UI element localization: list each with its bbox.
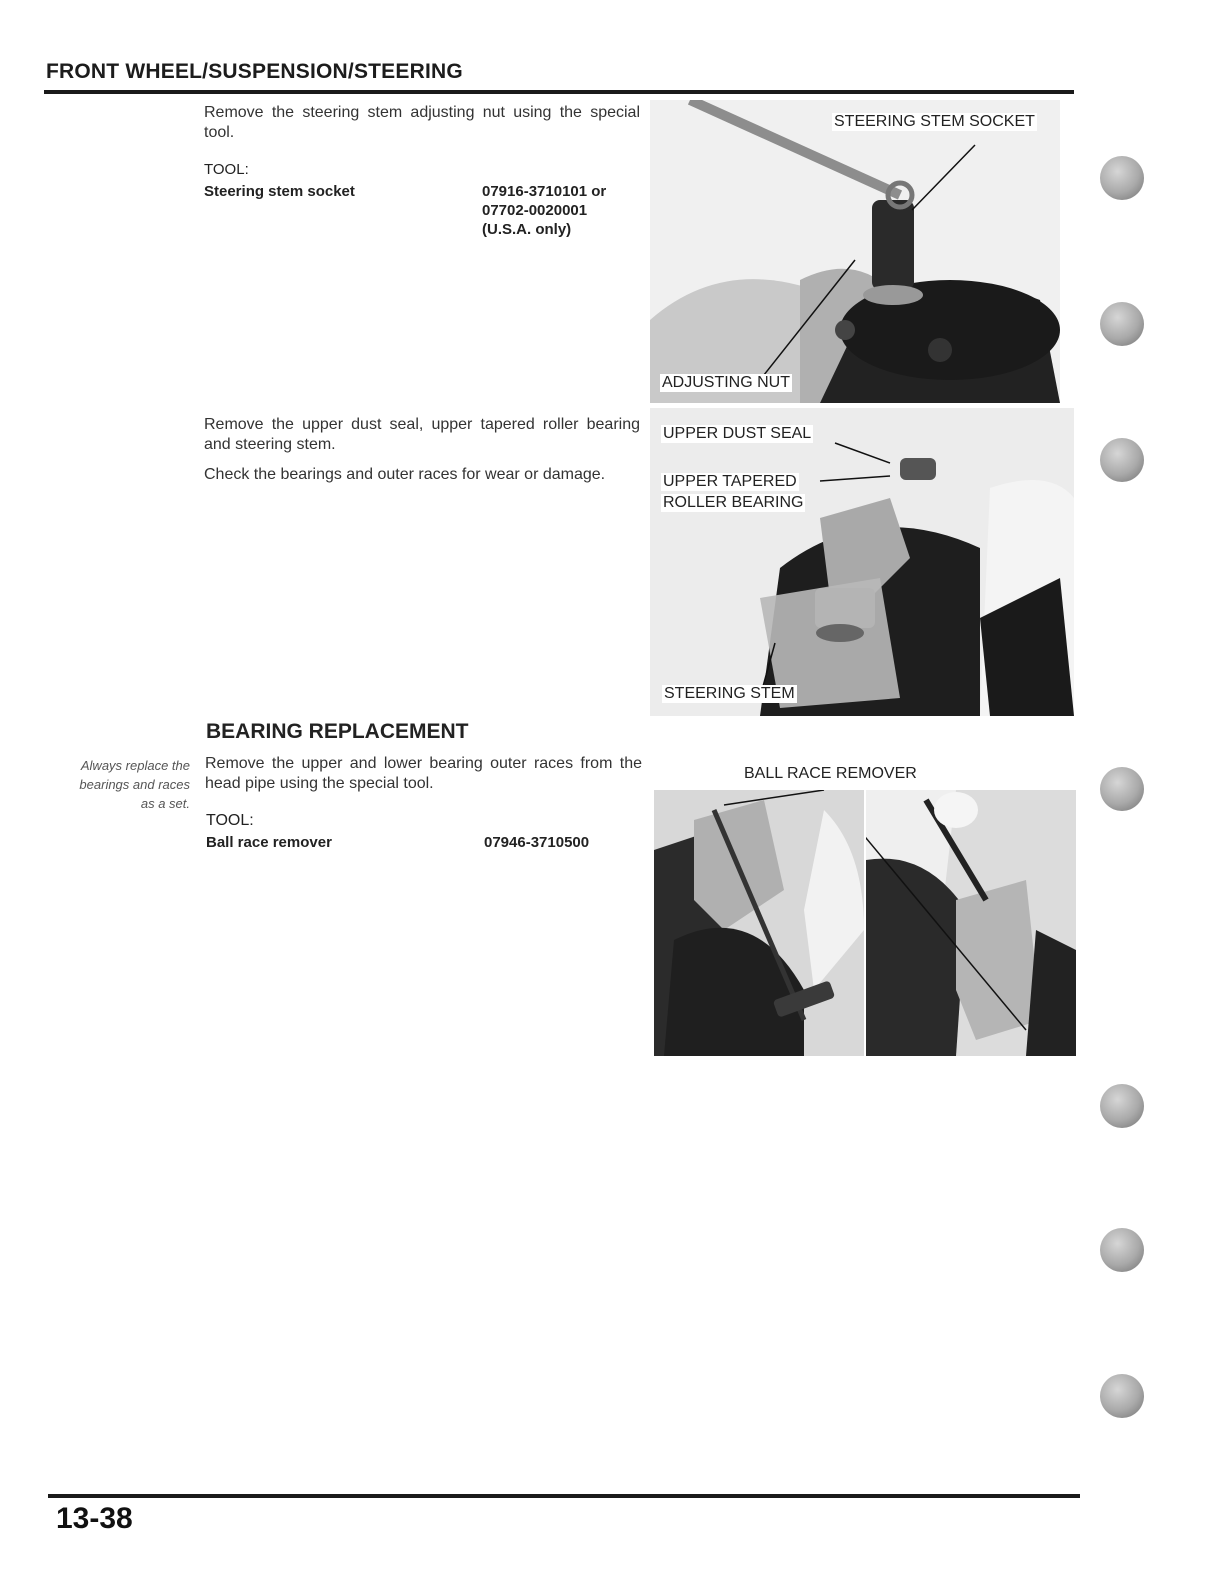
step1-tool-name: Steering stem socket (204, 183, 355, 200)
section-tab-dot (1100, 156, 1144, 200)
step1-tool-numbers (482, 182, 606, 239)
steering-stem-socket-photo (650, 100, 1060, 403)
section-tool-label: TOOL: (206, 812, 254, 829)
section-tab-dot (1100, 438, 1144, 482)
tool-number-line: 07702-0020001 (482, 202, 588, 219)
photo-illustration (654, 790, 864, 1056)
callout-steering-stem: STEERING STEM (664, 685, 795, 702)
page-title: FRONT WHEEL/SUSPENSION/STEERING (46, 60, 463, 83)
section-tab-dot (1100, 767, 1144, 811)
side-note-line: Always replace the (80, 758, 190, 773)
section-heading: BEARING REPLACEMENT (206, 720, 469, 743)
section-tab-dot (1100, 1084, 1144, 1128)
callout-upper-tapered-line1: UPPER TAPERED (663, 473, 797, 490)
step2-text-1: Remove the upper dust seal, upper tapered roller bearing and steering stem. (204, 416, 640, 453)
step2-text-2: Check the bearings and outer races for wear or damage. (204, 466, 606, 483)
callout-ball-race-remover: BALL RACE REMOVER (744, 765, 917, 782)
section-tab-dot (1100, 302, 1144, 346)
tool-number-line: 07916-3710101 or (482, 183, 607, 200)
photo-illustration (866, 790, 1076, 1056)
photo-illustration (650, 100, 1060, 403)
section-tab-dot (1100, 1228, 1144, 1272)
section-tool-name: Ball race remover (206, 834, 332, 851)
section-tool-number: 07946-3710500 (484, 834, 590, 851)
step1-tool-label: TOOL: (204, 161, 249, 178)
ball-race-remover-photo-left (654, 790, 864, 1056)
side-note (40, 756, 190, 813)
callout-steering-stem-socket: STEERING STEM SOCKET (834, 113, 1035, 130)
callout-upper-dust-seal: UPPER DUST SEAL (663, 425, 812, 442)
step1-text: Remove the steering stem adjusting nut using the special tool. (204, 104, 640, 141)
callout-adjusting-nut: ADJUSTING NUT (662, 374, 790, 391)
upper-bearing-removal-photo (650, 408, 1074, 716)
section-text: Remove the upper and lower bearing outer races from the head pipe using the special tool. (205, 755, 642, 792)
header-rule (44, 90, 1074, 94)
tool-number-line: (U.S.A. only) (482, 221, 572, 238)
page-number: 13-38 (56, 1502, 133, 1535)
side-note-line: bearings and races (79, 777, 190, 792)
section-tab-dot (1100, 1374, 1144, 1418)
callout-upper-tapered-line2: ROLLER BEARING (663, 494, 804, 511)
footer-rule (48, 1494, 1080, 1498)
ball-race-remover-photo-right (866, 790, 1076, 1056)
side-note-line: as a set. (140, 796, 190, 811)
photo-illustration (650, 408, 1074, 716)
